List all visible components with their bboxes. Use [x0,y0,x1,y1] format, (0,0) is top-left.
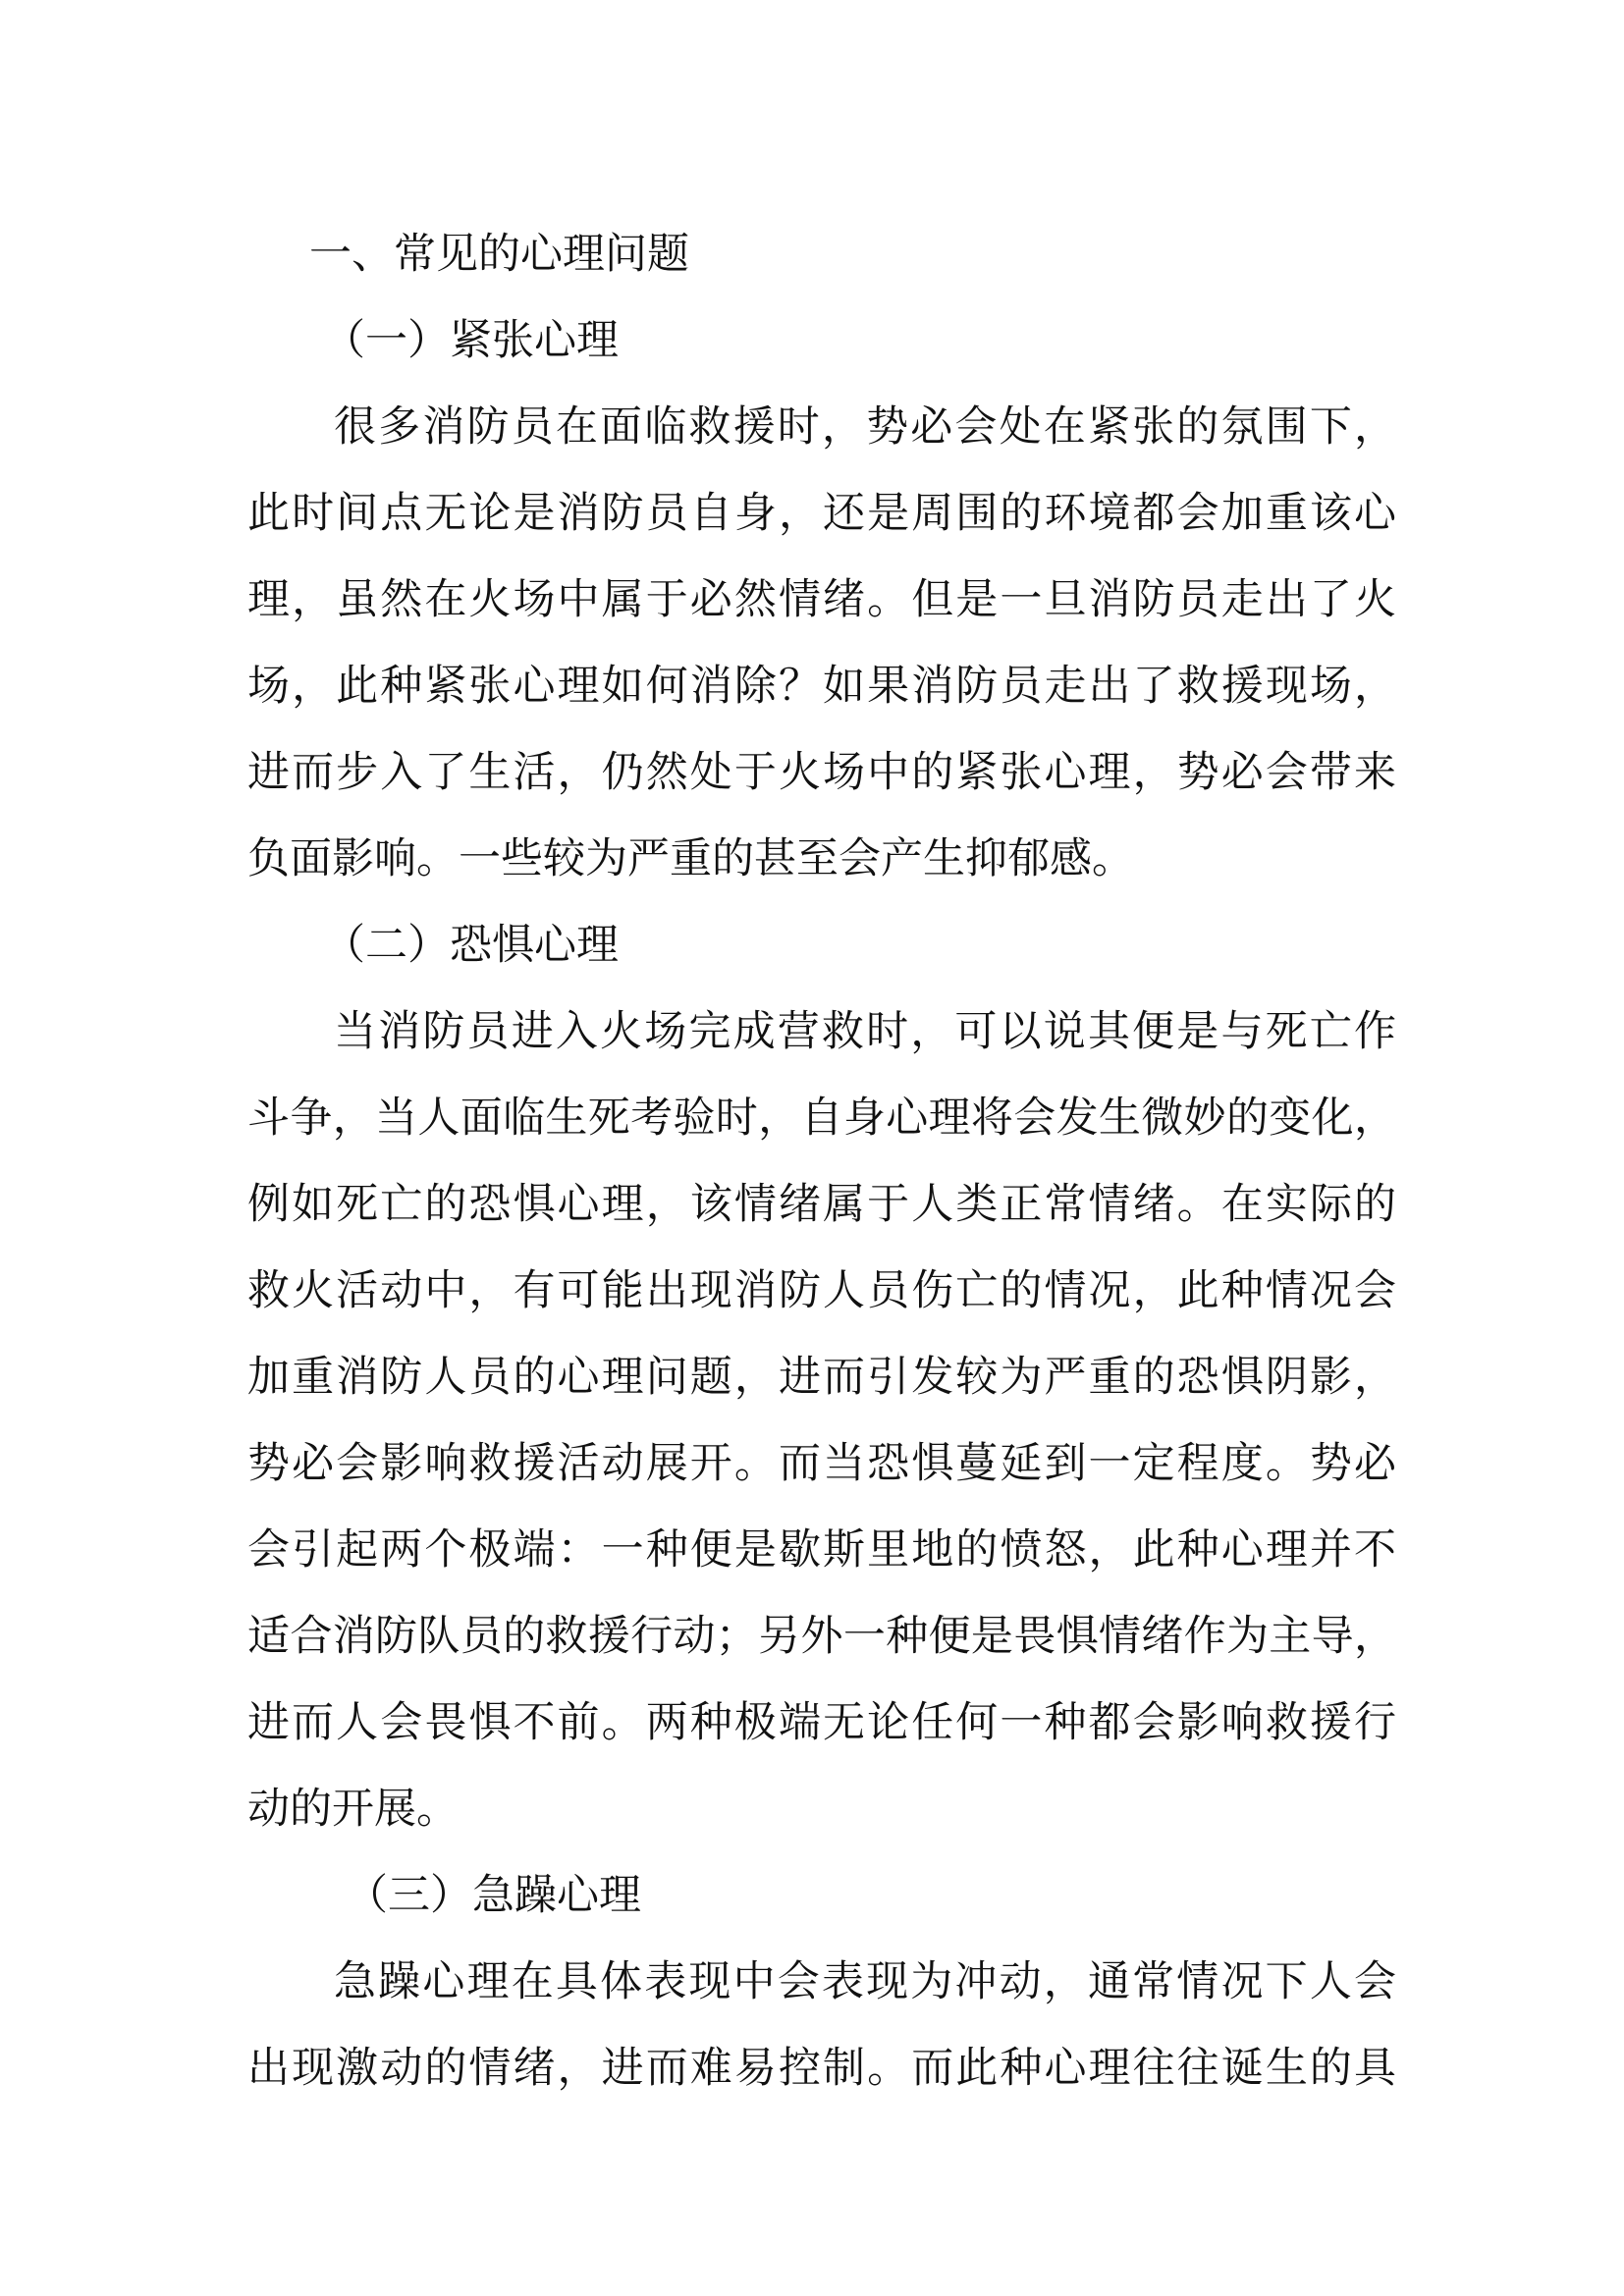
paragraph-line: 负面影响。一些较为严重的甚至会产生抑郁感。 [247,834,1134,883]
paragraph-line: 出现激动的情绪，进而难易控制。而此种心理往往诞生的具 [247,2044,1396,2093]
paragraph-line: 场，此种紧张心理如何消除？如果消防员走出了救援现场， [247,662,1396,711]
paragraph-line: 例如死亡的恐惧心理，该情绪属于人类正常情绪。在实际的 [247,1180,1396,1229]
paragraph-line: 加重消防人员的心理问题，进而引发较为严重的恐惧阴影， [247,1353,1396,1402]
paragraph-line: 斗争，当人面临生死考验时，自身心理将会发生微妙的变化， [247,1094,1396,1143]
paragraph-line: 进而人会畏惧不前。两种极端无论任何一种都会影响救援行 [247,1698,1396,1747]
document-body [247,211,1396,2111]
paragraph-line: 势必会影响救援活动展开。而当恐惧蔓延到一定程度。势必 [247,1439,1396,1488]
paragraph-line: 当消防员进入火场完成营救时，可以说其便是与死亡作 [334,1007,1396,1056]
paragraph-line: 很多消防员在面临救援时，势必会处在紧张的氛围下， [334,402,1396,452]
section-title: 一、常见的心理问题 [309,230,689,279]
subsection-title-impatience: （三）急躁心理 [346,1871,641,1920]
paragraph-line: 理，虽然在火场中属于必然情绪。但是一旦消防员走出了火 [247,575,1396,624]
paragraph-line: 救火活动中，有可能出现消防人员伤亡的情况，此种情况会 [247,1266,1396,1315]
paragraph-line: 进而步入了生活，仍然处于火场中的紧张心理，势必会带来 [247,748,1396,797]
paragraph-line: 急躁心理在具体表现中会表现为冲动，通常情况下人会 [334,1957,1396,2006]
paragraph-line: 会引起两个极端：一种便是歇斯里地的愤怒，此种心理并不 [247,1525,1396,1575]
paragraph-line: 动的开展。 [247,1785,459,1834]
paragraph-line: 此时间点无论是消防员自身，还是周围的环境都会加重该心 [247,489,1396,538]
subsection-title-tension: （一）紧张心理 [323,316,619,365]
paragraph-line: 适合消防队员的救援行动；另外一种便是畏惧情绪作为主导， [247,1612,1396,1661]
subsection-title-fear: （二）恐惧心理 [323,921,619,970]
